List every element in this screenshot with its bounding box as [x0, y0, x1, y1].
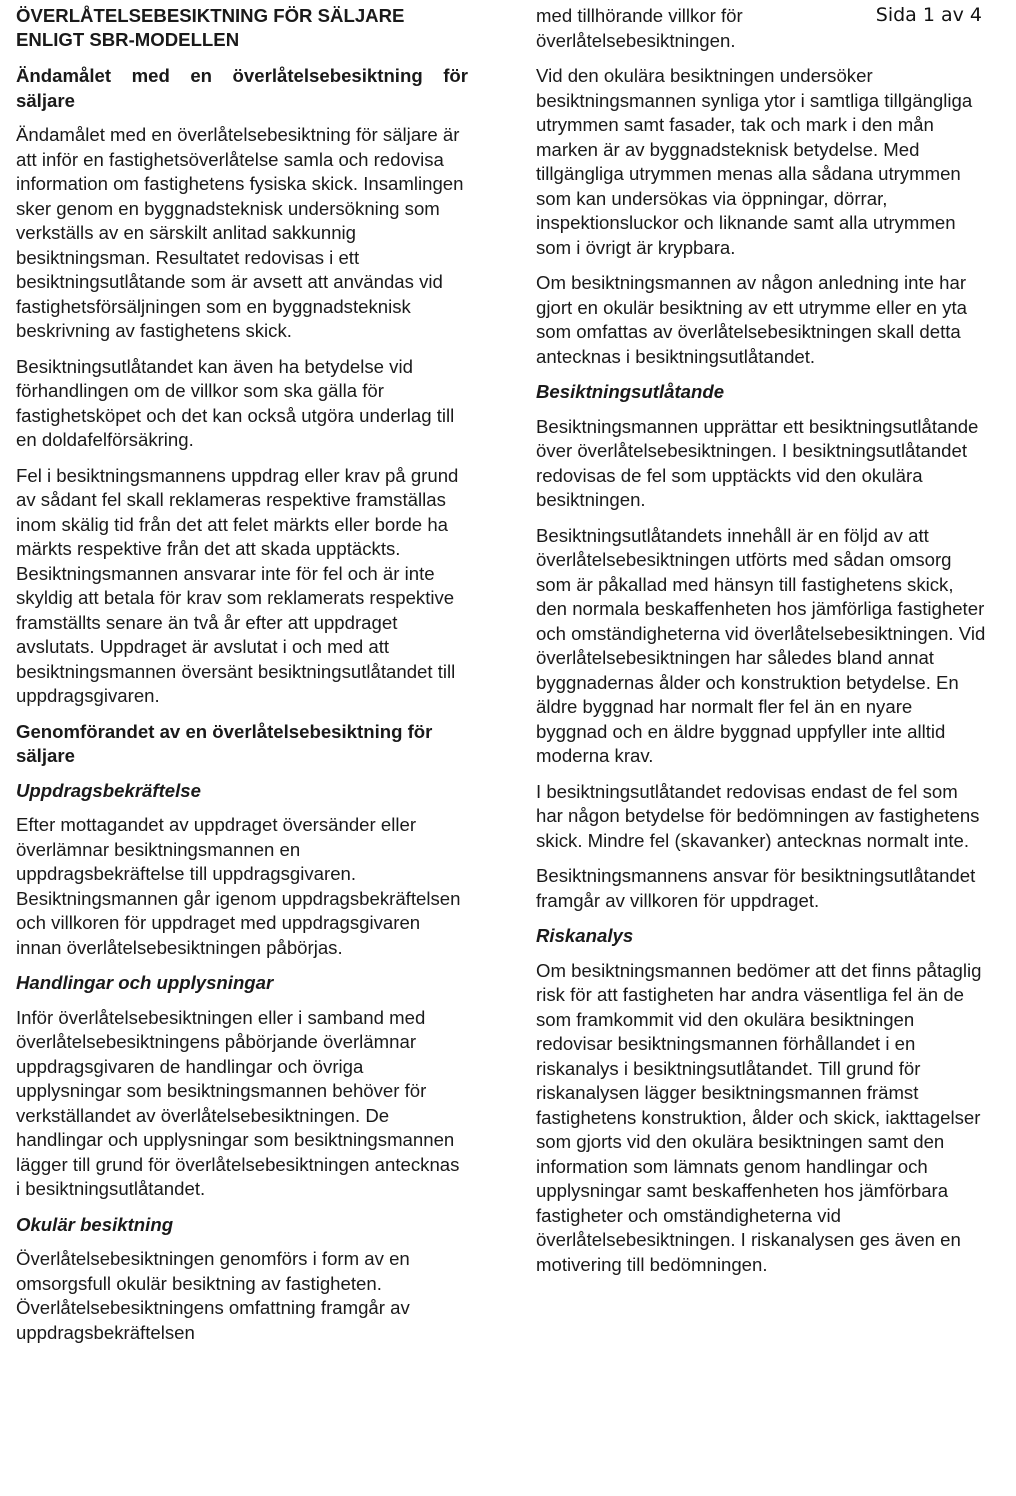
purpose-paragraph-1: Ändamålet med en överlåtelsebesiktning för säljare är att inför en fastighetsöverlåtelse samla och redovisa information om fastighetens fysiska skick. Insamlingen sker genom en byggnadsteknisk undersökning som verkställs av en särskilt anlitad sakkunnig besiktningsman. Resultatet redovisas i ett besiktningsutlåtande som är avsett att användas vid fastighetsförsäljningen som en byggnadsteknisk beskrivning av fastighetens skick.	[16, 124, 464, 341]
purpose-paragraph-2: Besiktningsutlåtandet kan även ha betydelse vid förhandlingen om de villkor som ska gälla för fastighetsköpet och det kan också utgöra underlag till en doldafelförsäkring.	[16, 355, 455, 450]
statement-heading: Besiktningsutlåtande	[536, 381, 725, 402]
purpose-paragraph-3: Fel i besiktningsmannens uppdrag eller krav på grund av sådant fel skall reklameras respektive framställas inom skälig tid från det att felet märkts eller borde ha märkts respektive från det att skada upptäckts. Besiktningsmannen ansvarar inte för fel och är inte skyldig att betala för krav som reklamerats respektive framställts senare än två år efter att uppdraget avslutats. Uppdraget är avslutat i och med att besiktningsmannen översänt besiktningsutlåtandet till uppdragsgivaren.	[16, 464, 459, 706]
visual-inspection-heading: Okulär besiktning	[16, 1213, 174, 1235]
execution-heading: Genomförandet av en överlåtelsebesiktning för säljare	[16, 720, 433, 766]
risk-analysis-paragraph: Om besiktningsmannen bedömer att det finns påtaglig risk för att fastigheten har andra väsentliga fel än de som framkommit vid den okulära besiktningen redovisar besiktningsmannen förhållandet i en riskanalys i besiktningsutlåtandet. Till grund för riskanalysen lägger besiktningsmannen främst fastighetens konstruktion, ålder och skick, iakttagelser som gjorts vid den okulära besiktningen samt den information som lämnats genom handlingar och upplysningar samt beskaffenheten hos jämförbara fastigheter och omständigheterna vid överlåtelsebesiktningen. I riskanalysen ges även en motivering till bedömningen.	[536, 959, 982, 1275]
statement-paragraph-3: I besiktningsutlåtandet redovisas endast de fel som har någon betydelse för bedömningen av fastighetens skick. Mindre fel (skavanker) antecknas normalt inte.	[536, 780, 980, 851]
title-line-1: ÖVERLÅTELSEBESIKTNING FÖR SÄLJARE	[16, 5, 405, 26]
documents-heading: Handlingar och upplysningar	[16, 972, 274, 993]
left-column	[16, 4, 468, 1356]
statement-paragraph-4: Besiktningsmannens ansvar för besiktningsutlåtandet framgår av villkoren för uppdraget.	[536, 865, 976, 911]
visual-inspection-paragraph-3: Om besiktningsmannen av någon anledning inte har gjort en okulär besiktning av ett utrymme eller en yta som omfattas av överlåtelsebesiktningen skall detta antecknas i besiktningsutlåtandet.	[536, 272, 967, 367]
confirmation-paragraph: Efter mottagandet av uppdraget översänder eller överlämnar besiktningsmannen en uppdragsbekräftelse till uppdragsgivaren. Besiktningsmannen går igenom uppdragsbekräftelsen och villkoren för uppdraget med uppdragsgivaren innan överlåtelsebesiktningen påbörjas.	[16, 814, 461, 958]
document-title	[16, 4, 468, 52]
visual-inspection-paragraph-1: Överlåtelsebesiktningen genomförs i form av en omsorgsfull okulär besiktning av fastigheten. Överlåtelsebesiktningens omfattning framgår av uppdragsbekräftelsen	[16, 1248, 410, 1343]
statement-paragraph-2: Besiktningsutlåtandets innehåll är en följd av att överlåtelsebesiktningen utförts med sådan omsorg som är påkallad med hänsyn till fastighetens skick, den normala beskaffenheten hos jämförliga fastigheter och omständigheterna vid överlåtelsebesiktningen. Vid överlåtelsebesiktningen har således bland annat byggnadernas ålder och konstruktion betydelse. En äldre byggnad har normalt fler fel än en nyare byggnad och en äldre byggnad uppfyller inte alltid moderna krav.	[536, 524, 986, 766]
risk-analysis-heading: Riskanalys	[536, 925, 634, 946]
documents-paragraph: Inför överlåtelsebesiktningen eller i samband med överlåtelsebesiktningens påbörjande överlämnar uppdragsgivaren de handlingar och övriga upplysningar som besiktningsmannen behöver för verkställandet av överlåtelsebesiktningen. De handlingar och upplysningar som besiktningsmannen lägger till grund för överlåtelsebesiktningen antecknas i besiktningsutlåtandet.	[16, 1006, 460, 1199]
confirmation-heading: Uppdragsbekräftelse	[16, 779, 201, 801]
page-number: Sida 1 av 4	[875, 4, 982, 26]
visual-inspection-paragraph-2: Vid den okulära besiktningen undersöker besiktningsmannen synliga ytor i samtliga tillgängliga utrymmen samt fasader, tak och mark i den mån marken är av byggnadsteknisk betydelse. Med tillgängliga utrymmen menas alla sådana utrymmen som kan undersökas via öppningar, dörrar, inspektionsluckor och liknande samt alla utrymmen som i övrigt är krypbara.	[536, 65, 973, 258]
right-column	[536, 4, 986, 1288]
purpose-heading: Ändamålet med en överlåtelsebesiktning för säljare	[16, 65, 468, 111]
visual-inspection-paragraph-1-continued: med tillhörande villkor för överlåtelsebesiktningen.	[536, 5, 743, 51]
title-line-2: ENLIGT SBR-MODELLEN	[16, 29, 240, 50]
statement-paragraph-1: Besiktningsmannen upprättar ett besiktningsutlåtande över överlåtelsebesiktningen. I besiktningsutlåtandet redovisas de fel som upptäckts vid den okulära besiktningen.	[536, 415, 979, 510]
